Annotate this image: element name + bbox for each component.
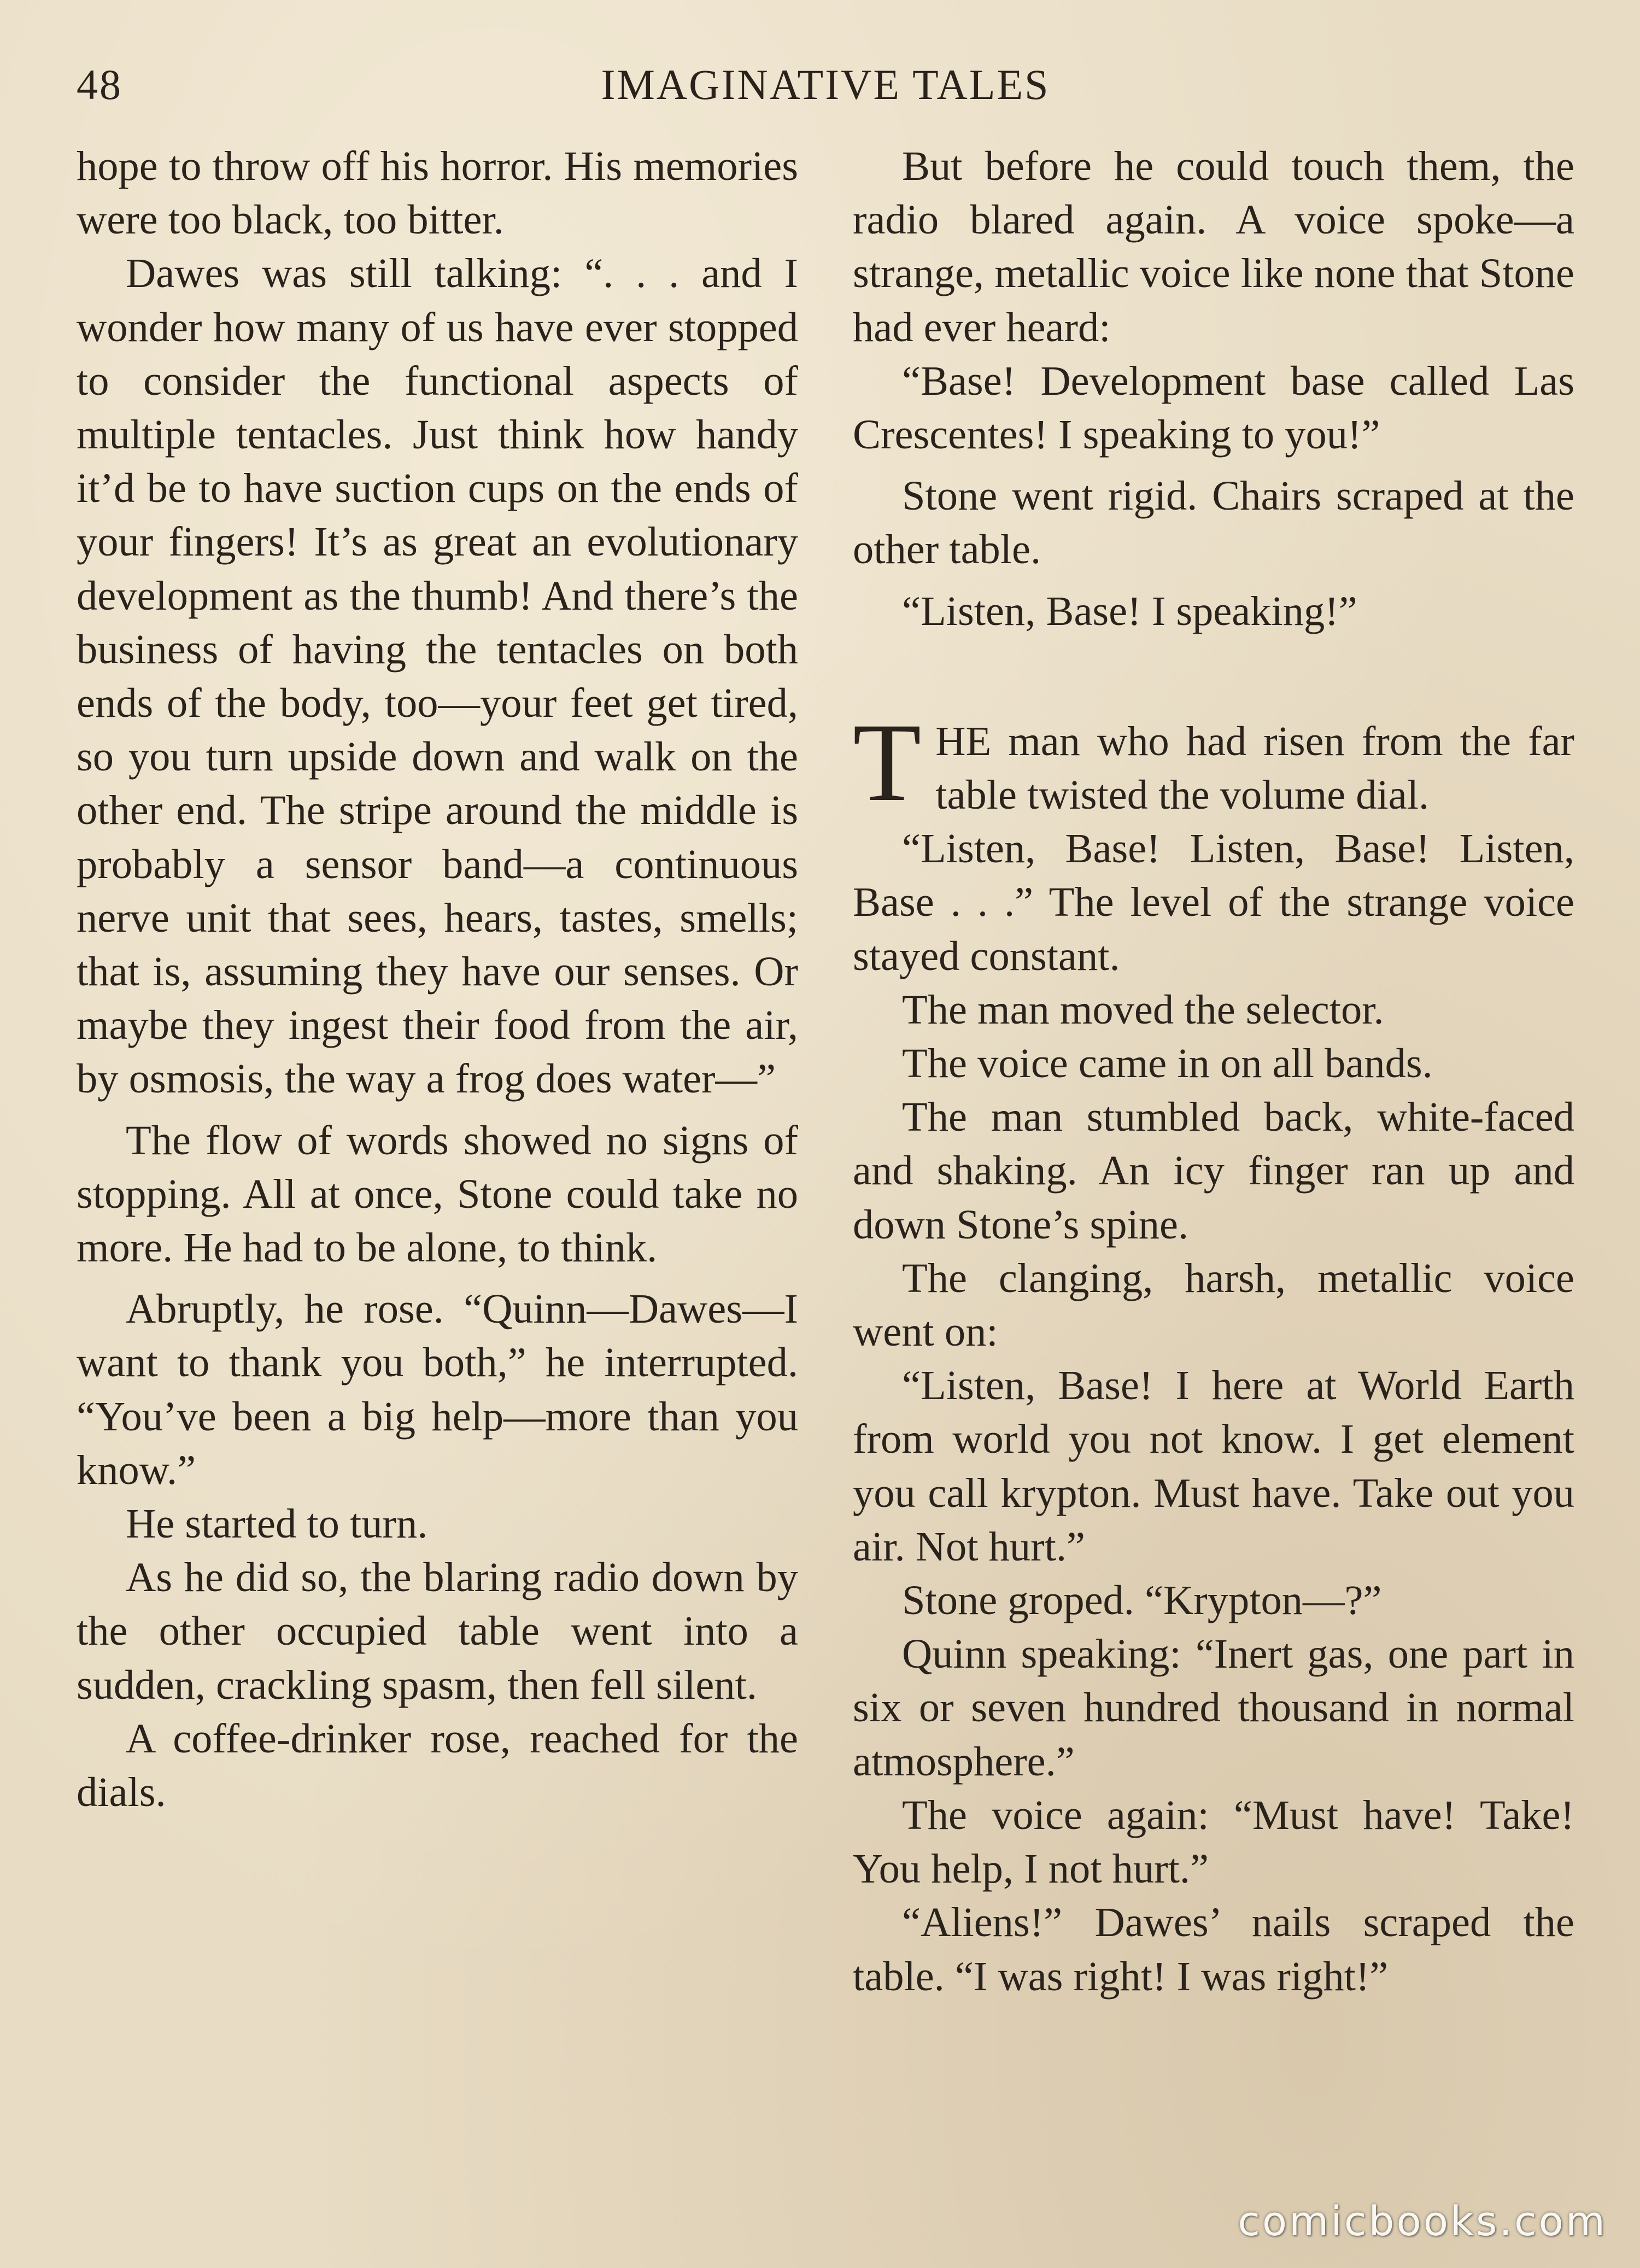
left-column <box>77 139 798 1819</box>
section-opening-text: HE man who had risen from the far table twisted the volume dial. <box>935 717 1574 819</box>
paragraph: “Base! Development base called Las Crescentes! I speaking to you!” <box>853 357 1574 458</box>
paragraph: The man stumbled back, white-faced and shaking. An icy finger ran up and down Stone’s spine. <box>853 1094 1574 1248</box>
paragraph: hope to throw off his horror. His memories were too black, too bitter. <box>77 143 798 243</box>
paragraph: “Aliens!” Dawes’ nails scraped the table. “I was right! I was right!” <box>853 1899 1574 2000</box>
paragraph: “Listen, Base! Listen, Base! Listen, Base . . .” The level of the strange voice stayed constant. <box>853 825 1574 979</box>
drop-cap: T <box>853 700 922 825</box>
paragraph: As he did so, the blaring radio down by the other occupied table went into a sudden, crackling spasm, then fell silent. <box>77 1554 798 1708</box>
paragraph: Stone went rigid. Chairs scraped at the other table. <box>853 472 1574 573</box>
page-header <box>77 60 1574 120</box>
right-column <box>853 139 1574 2003</box>
paragraph: Abruptly, he rose. “Quinn—Dawes—I want to thank you both,” he interrupted. “You’ve been a big help—more than you know.” <box>77 1285 798 1493</box>
paragraph: The flow of words showed no signs of stopping. All at once, Stone could take no more. He had to be alone, to think. <box>77 1117 798 1271</box>
paragraph: The man moved the selector. <box>902 986 1384 1033</box>
paragraph: The clanging, harsh, metallic voice went on: <box>853 1254 1574 1355</box>
paragraph: “Listen, Base! I speaking!” <box>902 587 1357 634</box>
running-title: IMAGINATIVE TALES <box>601 61 1050 108</box>
section-opening-paragraph <box>853 700 1574 825</box>
paragraph: But before he could touch them, the radio blared again. A voice spoke—a strange, metallic voice like none that Stone had ever heard: <box>853 143 1574 350</box>
page-number: 48 <box>77 61 122 108</box>
paragraph: The voice came in on all bands. <box>902 1040 1433 1087</box>
paragraph: “Listen, Base! I here at World Earth from world you not know. I get element you call krypton. Must have. Take out you air. Not hurt.” <box>853 1362 1574 1570</box>
paragraph: The voice again: “Must have! Take! You help, I not hurt.” <box>853 1791 1574 1892</box>
site-watermark: comicbooks.com <box>1238 2198 1607 2245</box>
paragraph: He started to turn. <box>126 1500 428 1547</box>
paragraph: Dawes was still talking: “. . . and I wonder how many of us have ever stopped to consider the functional aspects of multiple tentacles. Just think how handy it’d be to have suction cups on the ends of your fingers! It’s as great an evolutionary development as the thumb! And there’s the business of having the tentacles on both ends of the body, too—your feet get tired, so you turn upside down and walk on the other end. The stripe around the middle is probably a sensor band—a continuous nerve unit that sees, hears, tastes, smells; that is, assuming they have our senses. Or maybe they ingest their food from the air, by osmosis, the way a frog does water—” <box>77 250 798 1102</box>
paragraph: Quinn speaking: “Inert gas, one part in six or seven hundred thousand in normal atmosphere.” <box>853 1630 1574 1785</box>
paragraph: Stone groped. “Krypton—?” <box>902 1577 1382 1624</box>
paragraph: A coffee-drinker rose, reached for the dials. <box>77 1715 798 1816</box>
